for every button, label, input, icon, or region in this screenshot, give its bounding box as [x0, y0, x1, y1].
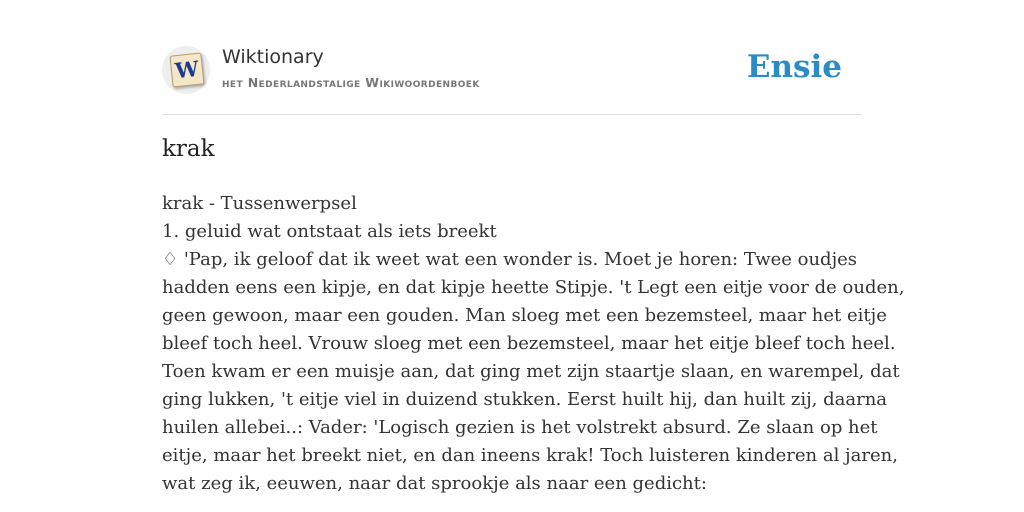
example-line: huilen allebei..: Vader: 'Logisch gezien is het volstrekt absurd. Ze slaan op het [162, 417, 878, 438]
sense-definition: 1. geluid wat ontstaat als iets breekt [162, 221, 497, 242]
example-line: hadden eens een kipje, en dat kipje heette Stipje. 't Legt een eitje voor de ouden, [162, 277, 905, 298]
site-tagline: het Nederlandstalige Wikiwoordenboek [222, 75, 480, 90]
site-name[interactable]: Wiktionary [222, 46, 324, 68]
example-line: ging lukken, 't eitje viel in duizend stukken. Eerst huilt hij, dan huilt zij, daarna [162, 389, 888, 410]
wiktionary-logo-icon[interactable] [162, 46, 210, 94]
ensie-logo[interactable]: Ensie [746, 49, 842, 85]
page [162, 0, 905, 512]
example-line: geen gewoon, maar een gouden. Man sloeg met een bezemsteel, maar het eitje [162, 305, 887, 326]
definition-body [162, 190, 905, 498]
example-line: bleef toch heel. Vrouw sloeg met een bezemsteel, maar het eitje bleef toch heel. [162, 333, 896, 354]
example-line: Toen kwam er een muisje aan, dat ging met zijn staartje slaan, en warempel, dat [162, 361, 900, 382]
entry-heading: krak - Tussenwerpsel [162, 193, 357, 214]
logo-letter: W [169, 52, 204, 87]
example-line: ♢ 'Pap, ik geloof dat ik weet wat een wonder is. Moet je horen: Twee oudjes [162, 249, 858, 270]
page-title: krak [162, 136, 215, 162]
site-header [162, 40, 862, 115]
example-line: wat zeg ik, eeuwen, naar dat sprookje als naar een gedicht: [162, 473, 707, 494]
example-line: eitje, maar het breekt niet, en dan ineens krak! Toch luisteren kinderen al jaren, [162, 445, 898, 466]
